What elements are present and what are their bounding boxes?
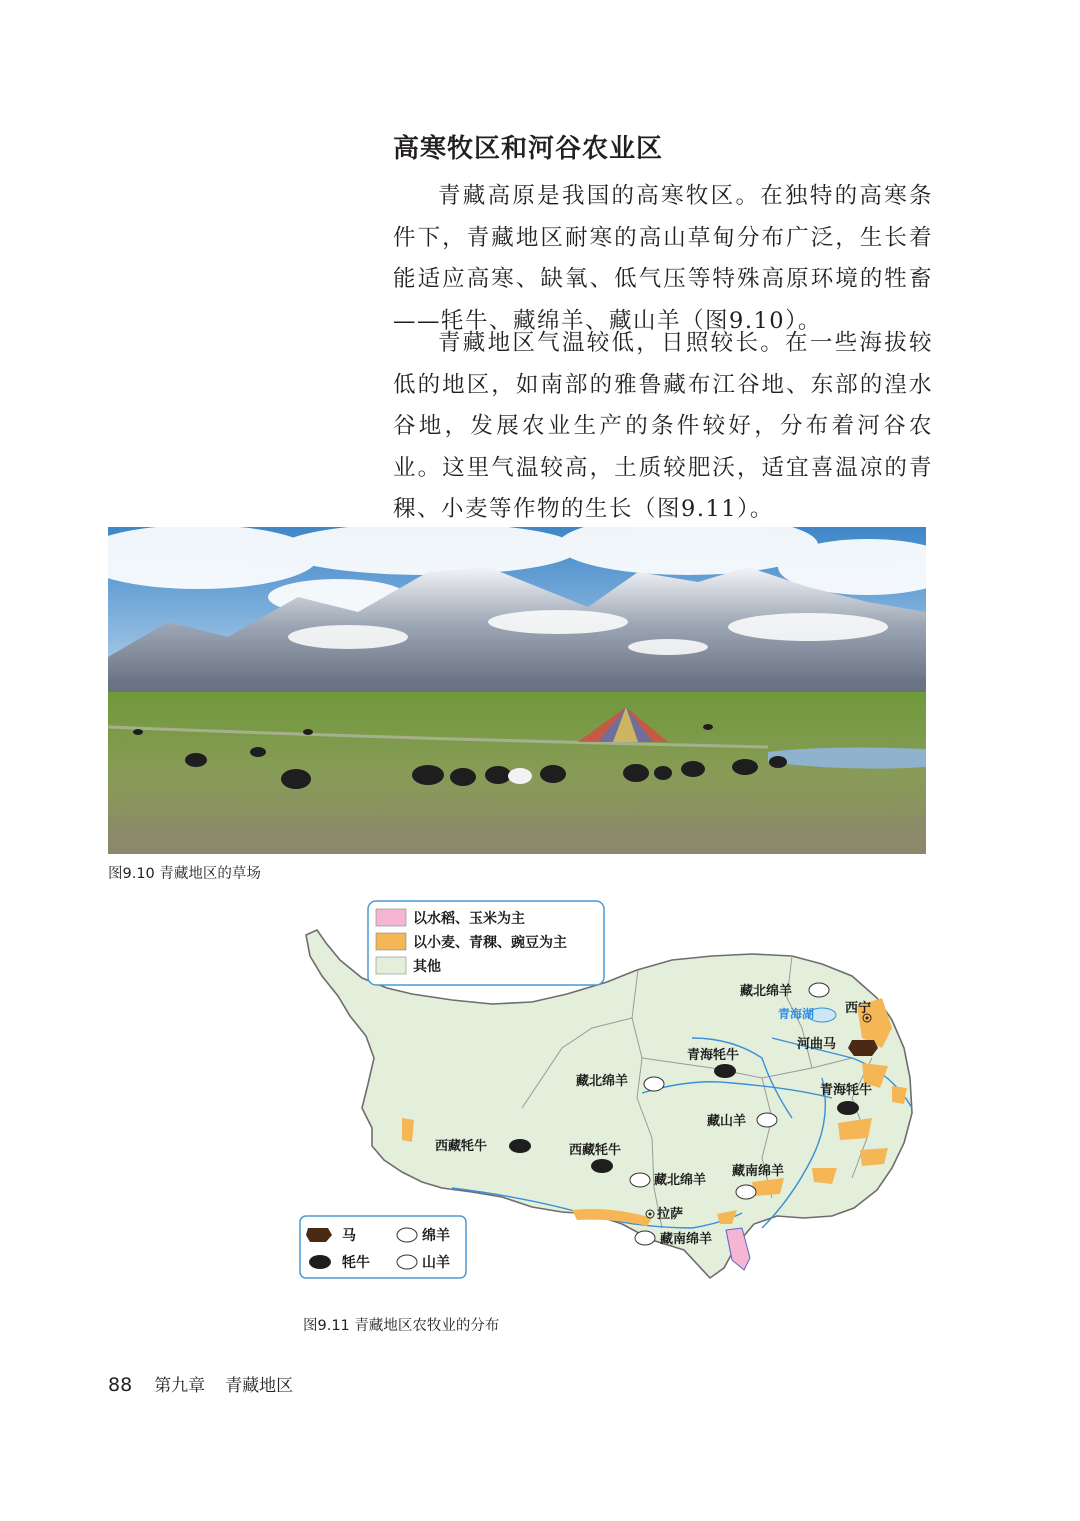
legend-rice-corn: 以水稻、玉米为主 [413, 911, 525, 927]
label-qinghai-yak-2: 青海牦牛 [820, 1083, 873, 1098]
label-zangbei-sheep-3: 藏北绵羊 [654, 1173, 707, 1188]
label-zangnan-sheep-2: 藏南绵羊 [660, 1232, 713, 1247]
figure-9-10-caption: 图9.10 青藏地区的草场 [108, 866, 261, 882]
label-xizang-yak-2: 西藏牦牛 [569, 1143, 622, 1158]
label-zangbei-sheep-1: 藏北绵羊 [740, 984, 793, 999]
figure-9-11-caption: 图9.11 青藏地区农牧业的分布 [303, 1318, 500, 1334]
chapter-number: 第九章 [154, 1376, 206, 1396]
legend-yak: 牦牛 [342, 1255, 370, 1271]
animal-legend [300, 1216, 466, 1278]
label-zang-goat: 藏山羊 [707, 1114, 747, 1129]
page-number: 88 [108, 1374, 133, 1396]
chapter-title: 青藏地区 [225, 1376, 294, 1396]
legend-other: 其他 [413, 959, 441, 975]
legend-sheep: 绵羊 [422, 1228, 450, 1244]
label-xizang-yak-1: 西藏牦牛 [435, 1139, 488, 1154]
yak-icon [309, 1255, 331, 1269]
section-heading: 高寒牧区和河谷农业区 [393, 134, 664, 164]
label-qinghai-yak-1: 青海牦牛 [687, 1048, 740, 1063]
goat-icon [397, 1255, 417, 1269]
agriculture-distribution-map [292, 898, 932, 1298]
sheep-icon [397, 1228, 417, 1242]
label-xining: 西宁 [845, 1001, 872, 1016]
legend-wheat-barley-pea: 以小麦、青稞、豌豆为主 [413, 935, 567, 951]
label-lasa: 拉萨 [657, 1207, 684, 1222]
label-hequ-horse: 河曲马 [797, 1037, 837, 1052]
grassland-photo [108, 527, 926, 854]
label-qinghai-lake: 青海湖 [778, 1007, 815, 1021]
page-footer [108, 1371, 293, 1396]
rice-corn-area [726, 1228, 750, 1270]
label-zangnan-sheep-1: 藏南绵羊 [732, 1164, 785, 1179]
paragraph-2: 青藏地区气温较低，日照较长。在一些海拔较低的地区，如南部的雅鲁藏布江谷地、东部的湟水谷地，发展农业生产的条件较好，分布着河谷农业。这里气温较高，土质较肥沃，适宜喜温凉的青稞、小麦等作物的生长（图9.11）。 [393, 330, 933, 522]
label-zangbei-sheep-2: 藏北绵羊 [576, 1074, 629, 1089]
legend-horse: 马 [342, 1228, 356, 1244]
crop-legend [368, 901, 604, 985]
legend-goat: 山羊 [422, 1255, 450, 1271]
paragraph-1: 青藏高原是我国的高寒牧区。在独特的高寒条件下，青藏地区耐寒的高山草甸分布广泛，生长着能适应高寒、缺氧、低气压等特殊高原环境的牲畜——牦牛、藏绵羊、藏山羊（图9.10）。 [393, 183, 933, 334]
